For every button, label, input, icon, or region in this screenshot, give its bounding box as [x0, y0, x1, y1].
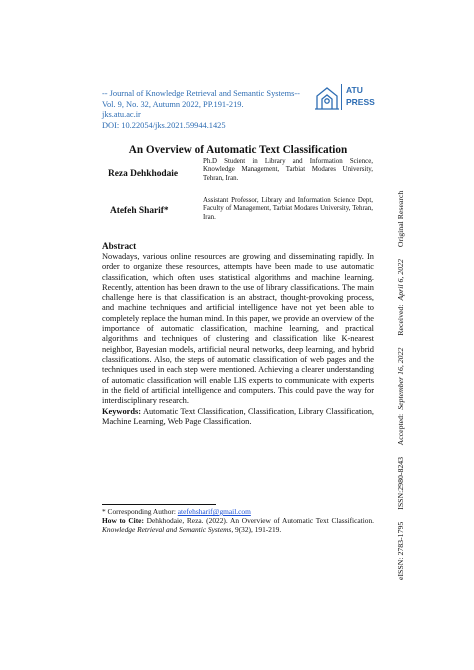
- logo-text-press: PRESS: [346, 97, 375, 107]
- citation-journal: Knowledge Retrieval and Semantic Systems: [102, 525, 232, 535]
- article-type: Original Research: [396, 190, 405, 248]
- paper-title: An Overview of Automatic Text Classification: [128, 144, 348, 156]
- issn: ISSN:2980-8243: [396, 456, 405, 510]
- author-affiliation: Ph.D Student in Library and Information Science, Knowledge Management, Tarbiat Modares University, Tehran, Iran.: [203, 158, 373, 182]
- journal-name: -- Journal of Knowledge Retrieval and Semantic Systems--: [102, 89, 300, 98]
- accepted-date: September 16, 2022: [396, 347, 405, 410]
- author-name: Atefeh Sharif*: [110, 206, 169, 216]
- logo-text: [346, 84, 375, 108]
- citation-rest: , 9(32), 191-219.: [231, 525, 282, 535]
- corresponding-email-link[interactable]: atefehsharif@gmail.com: [177, 507, 251, 516]
- abstract-heading: Abstract: [102, 241, 137, 251]
- citation-label: How to Cite:: [102, 516, 144, 526]
- received: [396, 259, 405, 336]
- logo-text-atu: ATU: [346, 85, 363, 95]
- eissn: eISSN: 2783-1795: [396, 521, 405, 580]
- journal-volume: Vol. 9, No. 32, Autumn 2022, PP.191-219.: [102, 99, 244, 109]
- footnote: [102, 507, 374, 535]
- accepted: [396, 348, 405, 446]
- journal-info: [102, 89, 322, 131]
- author-name: Reza Dehkhodaie: [108, 169, 179, 179]
- corresponding-label: * Corresponding Author:: [102, 507, 176, 516]
- keywords: [102, 407, 374, 428]
- logo-divider: [341, 84, 342, 110]
- side-info: [396, 181, 405, 580]
- citation: [102, 516, 374, 534]
- citation-text: Dehkhodaie, Reza. (2022). An Overview of Automatic Text Classification.: [146, 516, 374, 526]
- keywords-label: Keywords:: [102, 407, 142, 416]
- author-affiliation: Assistant Professor, Library and Information Science Dept, Faculty of Management, Tarbiat Modares University, Tehran, Iran.: [203, 197, 373, 221]
- received-date: April 6, 2022: [396, 259, 405, 301]
- footnote-rule: [102, 504, 216, 505]
- journal-website[interactable]: jks.atu.ac.ir: [102, 110, 141, 120]
- journal-doi[interactable]: DOI: 10.22054/jks.2021.59944.1425: [102, 120, 226, 130]
- keywords-text: Automatic Text Classification, Classification, Library Classification, Machine Learning, Web Page Classification.: [102, 407, 374, 427]
- abstract-text: Nowadays, various online resources are growing and disseminating rapidly. In order to organize these resources, attempts have been made to use automatic classification, which often uses statistical algorithms and machine learning. Recently, attention has been drawn to the use of library classifications. The main challenge here is that classification is an abstract, thought-provoking process, and machine techniques and artificial intelligence have not yet been able to completely replace the human mind. In this paper, we provide an overview of the importance of automatic classification, machine learning, and practical algorithms and techniques of clustering and classification like K-nearest neighbor, Bayesian models, artificial neural networks, deep learning, and hybrid classifications. Also, the steps of automatic classification of web pages and the techniques used in each step were mentioned. Achieving a clearer understanding of automatic classification will enable LIS experts to communicate with experts in the field of artificial intelligence and computers. This could pave the way for interdisciplinary research.: [102, 252, 374, 406]
- received-label: Received:: [396, 304, 405, 336]
- corresponding-author: [102, 507, 374, 516]
- accepted-label: Accepted:: [396, 413, 405, 446]
